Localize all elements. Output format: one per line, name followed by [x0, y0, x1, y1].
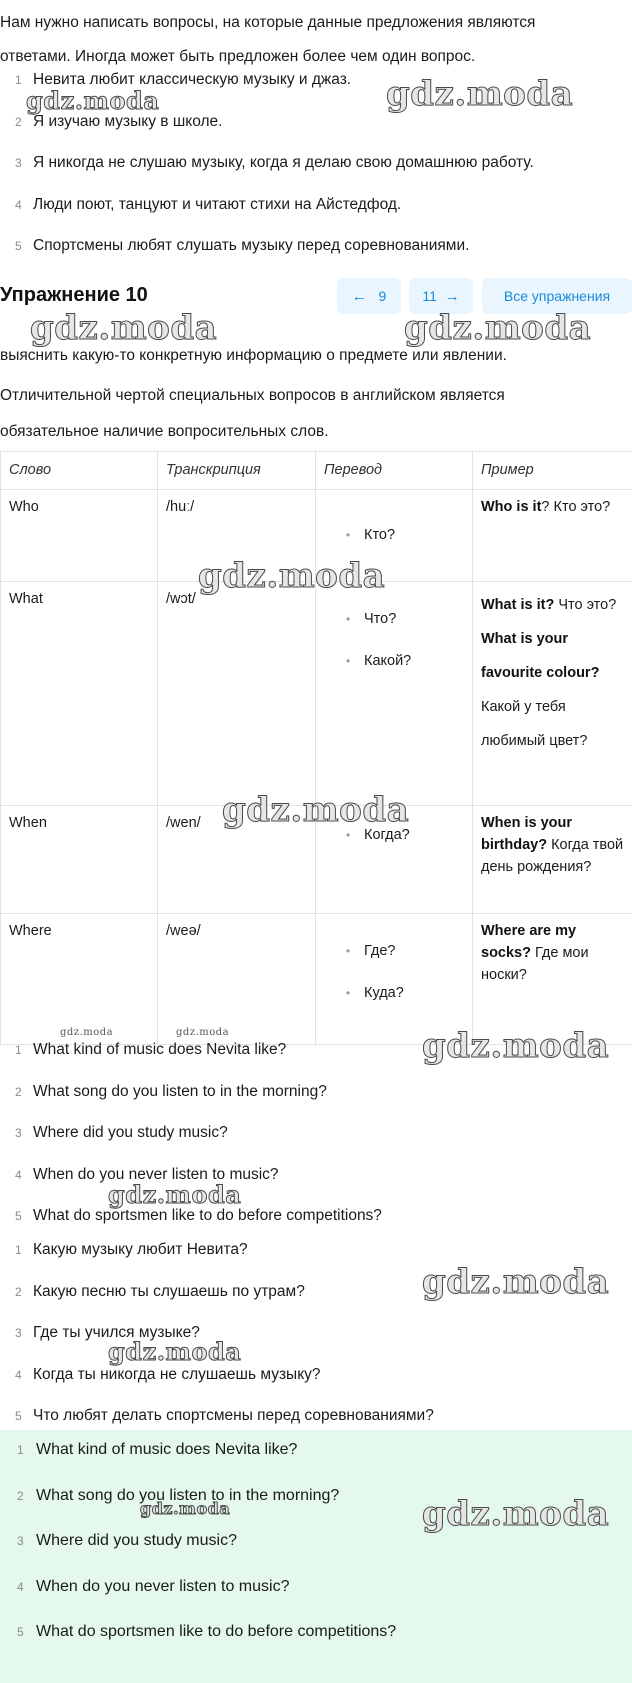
translation-item: • Когда? — [324, 818, 464, 860]
watermark: gdz.moda — [422, 1262, 610, 1302]
item-text: What do sportsmen like to do before competitions? — [36, 1623, 397, 1640]
watermark: gdz.moda — [30, 308, 218, 348]
item-number: 1 — [17, 1443, 24, 1457]
next-exercise-label: 11 — [422, 288, 437, 304]
task-intro: Нам нужно написать вопросы, на которые данные предложения являются ответами. Иногда может быть предложен более чем один вопрос. — [0, 14, 536, 65]
example-cell — [473, 914, 632, 1045]
transcription-cell: /wɔt/ — [158, 582, 316, 806]
all-exercises-label: Все упражнения — [503, 288, 611, 304]
watermark: gdz.moda — [422, 1494, 610, 1534]
item-text: Какую музыку любит Невита? — [33, 1241, 248, 1258]
answer-list — [0, 1440, 590, 1668]
translation-item: • Кто? — [324, 518, 464, 560]
transcription-cell: /weə/ — [158, 914, 316, 1045]
english-questions-list — [0, 1040, 590, 1248]
list-item — [0, 1123, 590, 1165]
watermark: gdz.moda — [60, 1027, 114, 1038]
watermark: gdz.moda — [140, 1499, 231, 1518]
item-number: 5 — [15, 1409, 22, 1423]
item-number: 1 — [15, 73, 22, 87]
item-text: Когда ты никогда не слушаешь музыку? — [33, 1365, 321, 1383]
translation-item: • Куда? — [324, 976, 464, 1018]
example-question: Who is it — [481, 499, 542, 515]
example-cell — [473, 582, 632, 806]
theory-line: обязательное наличие вопросительных слов. — [0, 423, 329, 440]
transcription-cell: /huː/ — [158, 490, 316, 582]
word-cell: Who — [1, 490, 158, 582]
item-number: 3 — [15, 1126, 22, 1140]
question-words-table — [0, 451, 632, 1045]
item-text: What kind of music does Nevita like? — [33, 1041, 287, 1058]
translation-item: • Какой? — [324, 644, 464, 686]
example-translation: Когда твой день рождения? — [481, 837, 624, 875]
list-item — [0, 1440, 590, 1486]
list-item — [0, 112, 590, 154]
item-number: 5 — [15, 239, 22, 253]
item-text: Спортсмены любят слушать музыку перед соревнованиями. — [33, 237, 470, 254]
item-text: Люди поют, танцуют и читают стихи на Айстедфод. — [33, 195, 402, 213]
item-number: 5 — [15, 1209, 22, 1223]
item-text: Какую песню ты слушаешь по утрам? — [33, 1282, 305, 1300]
example-cell — [473, 490, 632, 582]
watermark: gdz.moda — [108, 1337, 242, 1366]
column-header: Пример — [473, 452, 632, 490]
watermark: gdz.moda — [386, 74, 574, 114]
list-item — [0, 1577, 590, 1623]
item-number: 5 — [17, 1625, 24, 1639]
translation-item: • Где? — [324, 934, 464, 976]
item-text: What do sportsmen like to do before competitions? — [33, 1207, 382, 1224]
item-number: 2 — [17, 1488, 24, 1503]
item-text: When do you never listen to music? — [36, 1577, 290, 1595]
item-text: When do you never listen to music? — [33, 1165, 279, 1183]
table-header-row — [1, 452, 632, 490]
exercise-title: Упражнение 10 — [0, 284, 148, 306]
list-item — [0, 1082, 590, 1124]
watermark: gdz.moda — [422, 1026, 610, 1066]
table-row — [1, 914, 632, 1045]
item-number: 3 — [17, 1534, 24, 1548]
example-question: What is it? — [481, 597, 555, 613]
item-text: What kind of music does Nevita like? — [36, 1441, 298, 1458]
list-item — [0, 236, 590, 278]
item-number: 4 — [15, 1167, 22, 1182]
word-cell: Where — [1, 914, 158, 1045]
word-cell: When — [1, 806, 158, 914]
arrow-right-icon: → — [444, 288, 460, 305]
item-number: 2 — [15, 114, 22, 129]
column-header: Транскрипция — [158, 452, 316, 490]
item-number: 2 — [15, 1284, 22, 1299]
item-number: 4 — [17, 1579, 24, 1594]
watermark: gdz.moda — [26, 86, 160, 115]
watermark: gdz.moda — [108, 1180, 242, 1209]
item-text: What song do you listen to in the morning? — [33, 1082, 327, 1100]
item-number: 3 — [15, 156, 22, 170]
watermark: gdz.moda — [198, 556, 386, 596]
prev-exercise-label: 9 — [378, 288, 387, 304]
item-text: Я изучаю музыку в школе. — [33, 112, 223, 130]
item-text: What song do you listen to in the morning? — [36, 1486, 340, 1504]
theory-line: Отличительной чертой специальных вопросов в английском является — [0, 387, 505, 404]
list-item — [0, 1622, 590, 1668]
item-number: 3 — [15, 1326, 22, 1340]
list-item — [0, 1323, 590, 1365]
item-text: Where did you study music? — [33, 1124, 228, 1141]
list-item — [0, 195, 590, 237]
example-question: Where are my socks? — [481, 923, 577, 961]
example-question: When is your birthday? — [481, 815, 573, 853]
item-number: 2 — [15, 1084, 22, 1099]
item-text: Я никогда не слушаю музыку, когда я делаю свою домашнюю работу. — [33, 154, 534, 171]
item-number: 4 — [15, 197, 22, 212]
watermark: gdz.moda — [222, 790, 410, 830]
example-translation: ? Кто это? — [541, 499, 611, 515]
item-text: Где ты учился музыке? — [33, 1324, 200, 1341]
table-row — [1, 582, 632, 806]
item-text: Where did you study music? — [36, 1532, 237, 1549]
answer-box — [0, 1430, 632, 1683]
word-cell: What — [1, 582, 158, 806]
item-number: 1 — [15, 1243, 22, 1257]
list-item — [0, 1531, 590, 1577]
example-question: What is your favourite colour? — [481, 631, 600, 681]
watermark: gdz.moda — [404, 308, 592, 348]
list-item — [0, 1365, 590, 1407]
example-translation: Какой у тебя любимый цвет? — [481, 699, 588, 749]
theory-line: выяснить какую-то конкретную информацию о предмете или явлении. — [0, 347, 507, 364]
column-header: Перевод — [316, 452, 473, 490]
translation-cell — [316, 914, 473, 1045]
list-item — [0, 1165, 590, 1207]
translation-item: • Что? — [324, 602, 464, 644]
column-header: Слово — [1, 452, 158, 490]
list-item — [0, 153, 590, 195]
watermark: gdz.moda — [176, 1027, 230, 1038]
item-text: Что любят делать спортсмены перед соревнованиями? — [33, 1407, 434, 1424]
prev-exercise-button[interactable] — [337, 278, 401, 314]
item-number: 4 — [15, 1367, 22, 1382]
example-cell — [473, 806, 632, 914]
arrow-left-icon: ← — [351, 288, 367, 305]
example-translation: Где мои носки? — [481, 945, 589, 983]
example-translation: Что это? — [554, 597, 617, 613]
translation-cell — [316, 582, 473, 806]
item-text: Невита любит классическую музыку и джаз. — [33, 71, 352, 88]
item-number: 1 — [15, 1043, 22, 1057]
transcription-cell: /wen/ — [158, 806, 316, 914]
